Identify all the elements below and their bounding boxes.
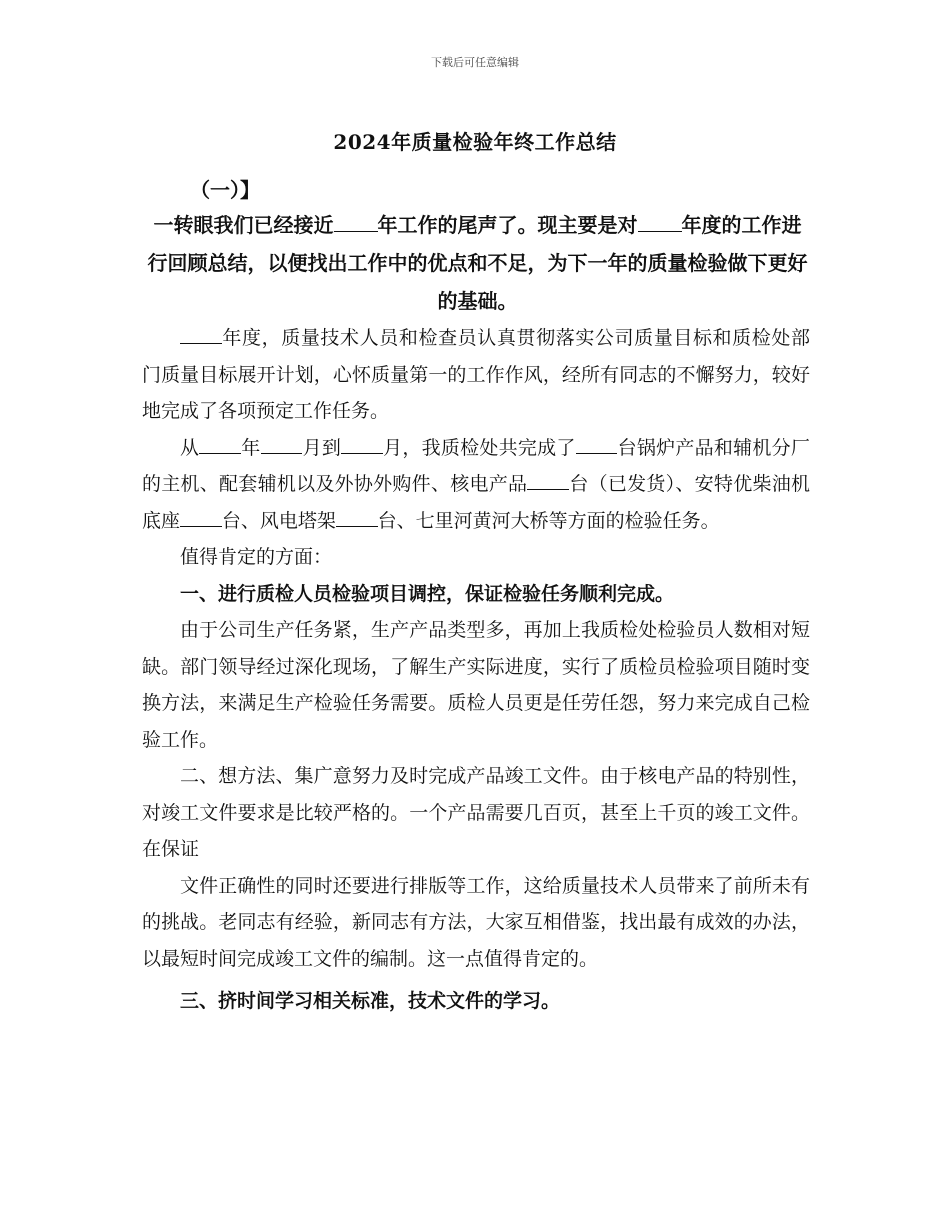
fill-blank [334,211,378,232]
fill-blank [336,507,378,527]
intro-paragraph [145,206,810,320]
fill-blank [180,324,222,344]
fill-blank [180,507,222,527]
heading-item-one: 一、进行质检人员检验项目调控，保证检验任务顺利完成。 [180,582,675,605]
intro-text-b: 年工作的尾声了。现主要是对 [377,213,638,237]
document-title: 2024年质量检验年终工作总结 [333,130,617,154]
fill-blank [261,434,303,454]
paragraph-text: 月到 [302,436,342,459]
paragraph-text: 年 [241,436,261,459]
document-body [142,320,810,1020]
paragraph-positive-aspects: 值得肯定的方面： [180,546,333,568]
paragraph-annual-summary [142,320,810,430]
paragraph-item-two-continued: 文件正确性的同时还要进行排版等工作，这给质量技术人员带来了前所未有的挑战。老同志有经验，新同志有方法，大家互相借鉴，找出最有成效的办法，以最短时间完成竣工文件的编制。这一点值得肯定的。 [142,874,810,970]
paragraph-task-completion [142,430,810,540]
fill-blank [638,211,682,232]
page-header: 下载后可任意编辑 [431,56,519,69]
paragraph-text: 年度，质量技术人员和检查员认真贯彻落实公司质量目标和质检处部门质量目标展开计划，心怀质量第一的工作作风，经所有同志的不懈努力，较好地完成了各项预定工作任务。 [142,327,810,422]
section-marker: （一）】 [190,178,260,202]
paragraph-item-one: 由于公司生产任务紧，生产产品类型多，再加上我质检处检验员人数相对短缺。部门领导经过深化现场，了解生产实际进度，实行了质检员检验项目随时变换方法，来满足生产检验任务需要。质检人员更是任劳任怨，努力来完成自己检验工作。 [142,619,810,751]
paragraph-text: 台锅炉产品和辅机分厂的主机、配套辅机以及外协外购件、核电产品 [142,436,810,495]
fill-blank [341,434,383,454]
heading-item-three: 三、挤时间学习相关标准，技术文件的学习。 [180,990,561,1012]
paragraph-text: 台（已发货）、安特优柴油机底座 [142,473,810,532]
paragraph-text: 台、风电塔架 [221,509,336,532]
fill-blank [527,470,569,490]
paragraph-item-two: 二、想方法、集广意努力及时完成产品竣工文件。由于核电产品的特别性，对竣工文件要求是比较严格的。一个产品需要几百页，甚至上千页的竣工文件。在保证 [142,765,810,860]
intro-text-c: 年度的工作进行回顾总结，以便找出工作中的优点和不足，为下一年的质量检验做下更好的基础。 [147,213,808,313]
paragraph-text: 月，我质检处共完成了 [382,436,576,459]
fill-blank [199,434,241,454]
fill-blank [576,434,618,454]
paragraph-text: 台、七里河黄河大桥等方面的检验任务。 [377,509,720,532]
intro-text-a: 一转眼我们已经接近 [153,213,334,237]
paragraph-text: 从 [180,436,200,459]
